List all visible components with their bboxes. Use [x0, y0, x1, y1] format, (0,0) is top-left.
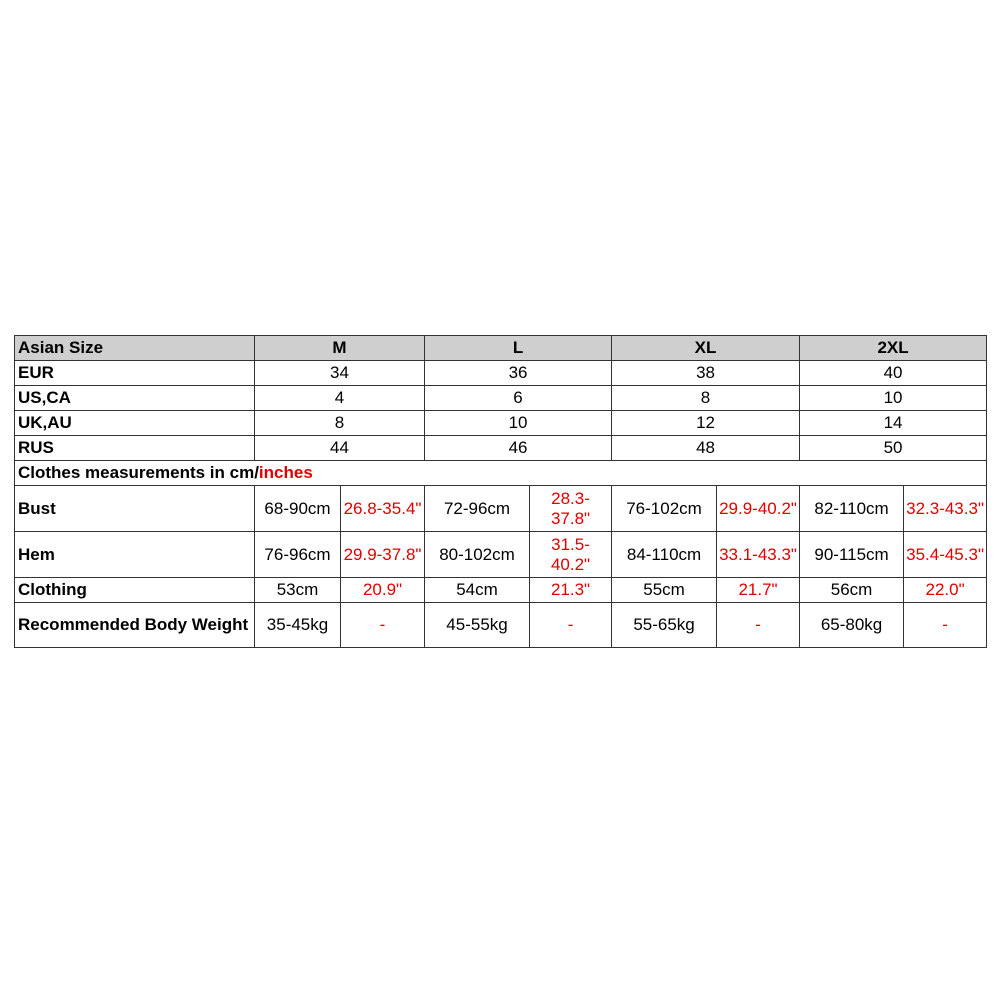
size-value: 36	[425, 361, 612, 386]
row-label: Bust	[15, 486, 255, 532]
size-header-m: M	[255, 336, 425, 361]
measurement-row-hem	[15, 532, 987, 578]
size-header-2xl: 2XL	[800, 336, 987, 361]
size-header-xl: XL	[612, 336, 800, 361]
row-label: Clothing	[15, 578, 255, 603]
section-heading	[15, 461, 987, 486]
inch-value: 26.8-35.4"	[341, 486, 425, 532]
conversion-row-uk-au	[15, 411, 987, 436]
inch-value: -	[717, 603, 800, 648]
cm-value: 84-110cm	[612, 532, 717, 578]
size-header-l: L	[425, 336, 612, 361]
inch-value: 33.1-43.3"	[717, 532, 800, 578]
size-value: 48	[612, 436, 800, 461]
size-value: 8	[612, 386, 800, 411]
cm-value: 68-90cm	[255, 486, 341, 532]
cm-value: 76-96cm	[255, 532, 341, 578]
measurement-row-clothing	[15, 578, 987, 603]
header-row	[15, 336, 987, 361]
size-value: 38	[612, 361, 800, 386]
size-value: 6	[425, 386, 612, 411]
cm-value: 55-65kg	[612, 603, 717, 648]
size-value: 46	[425, 436, 612, 461]
inch-value: 29.9-37.8"	[341, 532, 425, 578]
cm-value: 65-80kg	[800, 603, 904, 648]
inch-value: 31.5-40.2"	[530, 532, 612, 578]
inch-value: -	[341, 603, 425, 648]
size-value: 34	[255, 361, 425, 386]
inch-value: 21.7"	[717, 578, 800, 603]
conversion-row-rus	[15, 436, 987, 461]
row-label: Recommended Body Weight	[15, 603, 255, 648]
inch-value: 21.3"	[530, 578, 612, 603]
header-label: Asian Size	[15, 336, 255, 361]
row-label: US,CA	[15, 386, 255, 411]
cm-value: 45-55kg	[425, 603, 530, 648]
size-value: 14	[800, 411, 987, 436]
size-value: 8	[255, 411, 425, 436]
size-value: 40	[800, 361, 987, 386]
cm-value: 76-102cm	[612, 486, 717, 532]
cm-value: 54cm	[425, 578, 530, 603]
inch-value: 35.4-45.3"	[904, 532, 987, 578]
measurement-row-body-weight	[15, 603, 987, 648]
inch-value: 29.9-40.2"	[717, 486, 800, 532]
conversion-row-us-ca	[15, 386, 987, 411]
section-row	[15, 461, 987, 486]
section-heading-prefix: Clothes measurements in cm/	[18, 463, 259, 482]
cm-value: 35-45kg	[255, 603, 341, 648]
conversion-row-eur	[15, 361, 987, 386]
size-value: 50	[800, 436, 987, 461]
row-label: Hem	[15, 532, 255, 578]
size-value: 10	[425, 411, 612, 436]
section-heading-highlight: inches	[258, 463, 313, 482]
inch-value: 28.3-37.8"	[530, 486, 612, 532]
size-value: 4	[255, 386, 425, 411]
cm-value: 56cm	[800, 578, 904, 603]
size-value: 44	[255, 436, 425, 461]
cm-value: 82-110cm	[800, 486, 904, 532]
row-label: RUS	[15, 436, 255, 461]
inch-value: 32.3-43.3"	[904, 486, 987, 532]
inch-value: -	[530, 603, 612, 648]
inch-value: 22.0"	[904, 578, 987, 603]
measurement-row-bust	[15, 486, 987, 532]
cm-value: 53cm	[255, 578, 341, 603]
size-value: 10	[800, 386, 987, 411]
cm-value: 80-102cm	[425, 532, 530, 578]
inch-value: -	[904, 603, 987, 648]
inch-value: 20.9"	[341, 578, 425, 603]
cm-value: 72-96cm	[425, 486, 530, 532]
row-label: EUR	[15, 361, 255, 386]
cm-value: 55cm	[612, 578, 717, 603]
size-chart-table	[14, 335, 987, 648]
size-value: 12	[612, 411, 800, 436]
row-label: UK,AU	[15, 411, 255, 436]
cm-value: 90-115cm	[800, 532, 904, 578]
